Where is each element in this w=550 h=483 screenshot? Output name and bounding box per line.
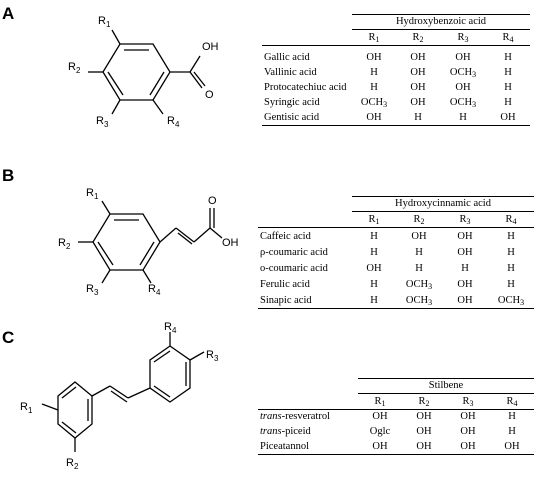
column-header-r1: R1	[368, 214, 380, 226]
value-r3: OCH3	[449, 97, 477, 109]
table-header-row	[258, 395, 534, 410]
compound-name: Syringic acid	[264, 97, 320, 108]
column-header-r4: R4	[502, 32, 514, 44]
value-r4: H	[504, 82, 512, 93]
value-r2: OH	[410, 97, 426, 108]
value-r2: OCH3	[405, 279, 433, 291]
value-r2: H	[415, 263, 423, 274]
compound-name: Gentisic acid	[264, 112, 320, 123]
value-r1: H	[370, 247, 378, 258]
column-header-r2: R2	[413, 214, 425, 226]
value-r3: OH	[457, 279, 473, 290]
value-r1: OCH3	[360, 97, 388, 109]
value-r2: OH	[416, 441, 432, 452]
table-row	[258, 425, 534, 439]
compound-name: trans-piceid	[260, 426, 311, 437]
carbonyl-oxygen-label: O	[205, 89, 214, 101]
compound-name: Protocatechiuc acid	[264, 82, 347, 93]
r3-label: $R_3$	[96, 115, 109, 129]
value-r1: OH	[366, 52, 382, 63]
value-r2: H	[414, 112, 422, 123]
r4-label: $R_4$	[167, 115, 180, 129]
value-r1: H	[370, 67, 378, 78]
value-r4: H	[507, 247, 515, 258]
carbonyl-oxygen-label: O	[208, 195, 217, 207]
panel-label-c: C	[2, 328, 15, 347]
value-r1: H	[370, 279, 378, 290]
value-r4: OCH3	[497, 295, 525, 307]
value-r4: H	[508, 411, 516, 422]
value-r2: H	[415, 247, 423, 258]
hydroxyl-label: OH	[222, 237, 239, 249]
value-r3: OH	[460, 441, 476, 452]
value-r4: H	[508, 426, 516, 437]
value-r3: H	[459, 112, 467, 123]
column-header-r4: R4	[505, 214, 517, 226]
value-r3: OH	[457, 231, 473, 242]
column-header-r4: R4	[506, 396, 518, 408]
value-r2: OH	[410, 52, 426, 63]
column-header-r1: R1	[374, 396, 386, 408]
value-r4: OH	[504, 441, 520, 452]
value-r3: OH	[457, 247, 473, 258]
r4-label: $R_4$	[148, 283, 161, 297]
panel-label-b: B	[2, 166, 15, 185]
r4-label: $R_4$	[164, 321, 177, 335]
compound-name: Vallinic acid	[264, 67, 317, 78]
column-header-r1: R1	[368, 32, 380, 44]
value-r1: OH	[372, 441, 388, 452]
r1-label: $R_1$	[98, 15, 111, 29]
r1-label: $R_1$	[86, 187, 99, 201]
value-r4: H	[504, 52, 512, 63]
r2-label: $R_2$	[68, 61, 81, 75]
value-r2: OH	[416, 426, 432, 437]
compound-name: Ferulic acid	[260, 279, 310, 290]
table-row	[258, 410, 534, 424]
column-header-r3: R3	[462, 396, 474, 408]
r2-label: $R_2$	[58, 237, 71, 251]
value-r4: H	[504, 67, 512, 78]
stilbene-table	[258, 378, 534, 454]
column-header-r3: R3	[459, 214, 471, 226]
table-group-title: Hydroxybenzoic acid	[352, 14, 530, 30]
value-r3: H	[461, 263, 469, 274]
compound-name: Caffeic acid	[260, 231, 311, 242]
value-r3: OH	[460, 426, 476, 437]
column-header-r3: R3	[457, 32, 469, 44]
value-r1: OH	[366, 112, 382, 123]
value-r2: OH	[411, 231, 427, 242]
value-r3: OCH3	[449, 67, 477, 79]
value-r1: Oglc	[369, 426, 391, 437]
r2-label: $R_2$	[66, 457, 79, 471]
value-r1: H	[370, 295, 378, 306]
value-r1: OH	[366, 263, 382, 274]
value-r1: OH	[372, 411, 388, 422]
compound-name: Piceatannol	[260, 441, 309, 452]
column-header-r2: R2	[418, 396, 430, 408]
value-r3: OH	[455, 52, 471, 63]
compound-name: o-coumaric acid	[260, 263, 328, 274]
compound-name: Gallic acid	[264, 52, 310, 63]
table-group-title: Stilbene	[358, 378, 534, 394]
value-r4: H	[504, 97, 512, 108]
value-r1: H	[370, 231, 378, 242]
r1-label: $R_1$	[20, 401, 33, 415]
value-r2: OH	[410, 67, 426, 78]
r3-label: $R_3$	[206, 349, 219, 363]
value-r4: H	[507, 231, 515, 242]
value-r3: OH	[455, 82, 471, 93]
value-r2: OCH3	[405, 295, 433, 307]
value-r4: H	[507, 279, 515, 290]
value-r2: OH	[410, 82, 426, 93]
value-r2: OH	[416, 411, 432, 422]
compound-name: trans-resveratrol	[260, 411, 330, 422]
panel-label-a: A	[2, 4, 15, 23]
value-r3: OH	[457, 295, 473, 306]
value-r4: OH	[500, 112, 516, 123]
hydroxyl-label: OH	[202, 41, 219, 53]
table-row	[258, 440, 534, 455]
value-r1: H	[370, 82, 378, 93]
table-group-title: Hydroxycinnamic acid	[352, 196, 534, 212]
column-header-r2: R2	[412, 32, 424, 44]
compound-name: ρ-coumaric acid	[260, 247, 328, 258]
value-r3: OH	[460, 411, 476, 422]
compound-name: Sinapic acid	[260, 295, 312, 306]
value-r4: H	[507, 263, 515, 274]
r3-label: $R_3$	[86, 283, 99, 297]
